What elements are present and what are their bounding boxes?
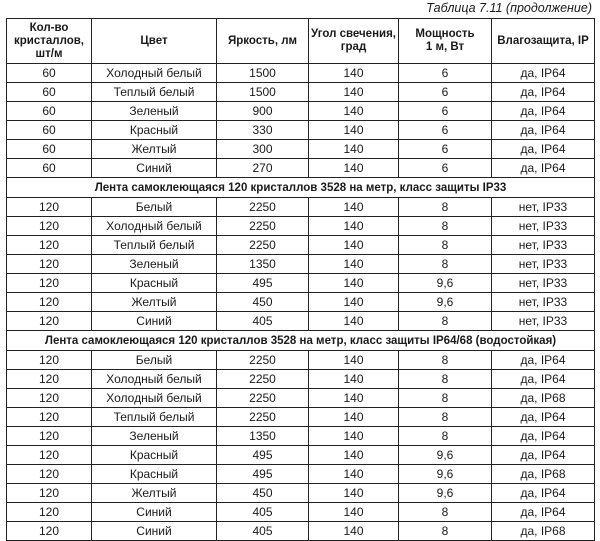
header-count-line3: шт/м [35, 47, 63, 60]
cell-count: 120 [7, 389, 92, 408]
cell-count: 120 [7, 522, 92, 541]
cell-count: 120 [7, 236, 92, 255]
cell-protection: да, IP64 [492, 121, 595, 140]
table-row [7, 198, 595, 217]
cell-brightness: 495 [217, 465, 309, 484]
cell-power: 8 [399, 389, 492, 408]
cell-power: 9,6 [399, 446, 492, 465]
cell-color: Белый [92, 198, 217, 217]
cell-protection: да, IP64 [492, 503, 595, 522]
cell-power: 8 [399, 351, 492, 370]
cell-power: 8 [399, 427, 492, 446]
cell-power: 6 [399, 121, 492, 140]
cell-count: 60 [7, 140, 92, 159]
section-title: Лента самоклеющаяся 120 кристаллов 3528 на метр, класс защиты IP64/68 (водостойкая) [7, 331, 595, 351]
cell-brightness: 450 [217, 293, 309, 312]
table-row [7, 64, 595, 83]
cell-power: 6 [399, 64, 492, 83]
cell-protection: нет, IP33 [492, 312, 595, 331]
header-angle [309, 19, 399, 64]
cell-angle: 140 [309, 522, 399, 541]
table-row [7, 293, 595, 312]
cell-brightness: 1500 [217, 64, 309, 83]
cell-angle: 140 [309, 408, 399, 427]
cell-angle: 140 [309, 293, 399, 312]
table-row [7, 465, 595, 484]
cell-color: Синий [92, 522, 217, 541]
table-row [7, 217, 595, 236]
cell-brightness: 1350 [217, 255, 309, 274]
table-row [7, 159, 595, 178]
table-row [7, 522, 595, 541]
header-crystal-count [7, 19, 92, 64]
header-protection: Влагозащита, IP [492, 19, 595, 64]
table-row [7, 102, 595, 121]
table-row [7, 121, 595, 140]
table-row [7, 140, 595, 159]
cell-angle: 140 [309, 83, 399, 102]
cell-count: 120 [7, 446, 92, 465]
cell-color: Синий [92, 503, 217, 522]
cell-power: 8 [399, 312, 492, 331]
cell-color: Зеленый [92, 427, 217, 446]
cell-power: 8 [399, 370, 492, 389]
cell-protection: да, IP64 [492, 159, 595, 178]
cell-brightness: 900 [217, 102, 309, 121]
cell-brightness: 405 [217, 522, 309, 541]
cell-protection: да, IP68 [492, 522, 595, 541]
cell-angle: 140 [309, 121, 399, 140]
cell-count: 120 [7, 427, 92, 446]
header-brightness: Яркость, лм [217, 19, 309, 64]
cell-angle: 140 [309, 217, 399, 236]
cell-brightness: 2250 [217, 217, 309, 236]
cell-protection: нет, IP33 [492, 217, 595, 236]
cell-angle: 140 [309, 236, 399, 255]
cell-color: Холодный белый [92, 64, 217, 83]
cell-brightness: 2250 [217, 370, 309, 389]
cell-protection: да, IP68 [492, 389, 595, 408]
cell-protection: да, IP64 [492, 370, 595, 389]
cell-angle: 140 [309, 446, 399, 465]
cell-brightness: 405 [217, 312, 309, 331]
cell-color: Холодный белый [92, 389, 217, 408]
cell-color: Теплый белый [92, 236, 217, 255]
cell-angle: 140 [309, 465, 399, 484]
table-row [7, 312, 595, 331]
cell-brightness: 2250 [217, 351, 309, 370]
cell-protection: нет, IP33 [492, 293, 595, 312]
cell-angle: 140 [309, 312, 399, 331]
cell-brightness: 495 [217, 274, 309, 293]
cell-power: 8 [399, 255, 492, 274]
cell-count: 120 [7, 351, 92, 370]
cell-angle: 140 [309, 351, 399, 370]
table-row [7, 351, 595, 370]
cell-angle: 140 [309, 484, 399, 503]
cell-count: 60 [7, 159, 92, 178]
cell-count: 60 [7, 83, 92, 102]
cell-count: 120 [7, 484, 92, 503]
cell-protection: да, IP68 [492, 465, 595, 484]
cell-count: 120 [7, 408, 92, 427]
cell-count: 120 [7, 198, 92, 217]
cell-count: 60 [7, 102, 92, 121]
cell-count: 120 [7, 274, 92, 293]
table-row [7, 274, 595, 293]
section-title: Лента самоклеющаяся 120 кристаллов 3528 на метр, класс защиты IP33 [7, 178, 595, 198]
cell-power: 8 [399, 217, 492, 236]
section-row [7, 178, 595, 198]
table-row [7, 503, 595, 522]
header-angle-line2: град [340, 41, 367, 53]
cell-protection: нет, IP33 [492, 198, 595, 217]
cell-protection: да, IP64 [492, 408, 595, 427]
led-strip-table [6, 18, 595, 541]
cell-angle: 140 [309, 389, 399, 408]
header-count-line2: кристаллов, [13, 34, 85, 47]
cell-brightness: 300 [217, 140, 309, 159]
table-row [7, 236, 595, 255]
cell-color: Синий [92, 312, 217, 331]
table-row [7, 408, 595, 427]
header-power-line2: 1 м, Вт [425, 41, 465, 53]
cell-power: 8 [399, 522, 492, 541]
cell-color: Синий [92, 159, 217, 178]
cell-protection: да, IP64 [492, 102, 595, 121]
cell-angle: 140 [309, 198, 399, 217]
cell-power: 9,6 [399, 484, 492, 503]
cell-power: 6 [399, 140, 492, 159]
cell-brightness: 330 [217, 121, 309, 140]
cell-count: 120 [7, 312, 92, 331]
cell-brightness: 2250 [217, 408, 309, 427]
cell-power: 6 [399, 83, 492, 102]
table-row [7, 427, 595, 446]
cell-brightness: 2250 [217, 389, 309, 408]
cell-brightness: 2250 [217, 236, 309, 255]
cell-count: 60 [7, 121, 92, 140]
cell-color: Красный [92, 446, 217, 465]
header-count-line1: Кол-во [29, 21, 69, 34]
section-row [7, 331, 595, 351]
table-row [7, 484, 595, 503]
cell-color: Холодный белый [92, 370, 217, 389]
cell-angle: 140 [309, 140, 399, 159]
cell-count: 120 [7, 217, 92, 236]
cell-brightness: 270 [217, 159, 309, 178]
table-body [7, 64, 595, 541]
cell-count: 120 [7, 293, 92, 312]
cell-color: Зеленый [92, 102, 217, 121]
table-row [7, 446, 595, 465]
cell-brightness: 2250 [217, 198, 309, 217]
cell-angle: 140 [309, 159, 399, 178]
cell-power: 8 [399, 408, 492, 427]
table-caption: Таблица 7.11 (продолжение) [426, 1, 592, 15]
cell-protection: да, IP64 [492, 427, 595, 446]
cell-count: 120 [7, 370, 92, 389]
cell-color: Желтый [92, 140, 217, 159]
cell-angle: 140 [309, 503, 399, 522]
cell-power: 8 [399, 236, 492, 255]
cell-color: Холодный белый [92, 217, 217, 236]
table-row [7, 370, 595, 389]
cell-protection: да, IP64 [492, 484, 595, 503]
header-power-line1: Мощность [415, 28, 475, 40]
cell-brightness: 450 [217, 484, 309, 503]
cell-angle: 140 [309, 427, 399, 446]
header-color: Цвет [92, 19, 217, 64]
cell-count: 60 [7, 64, 92, 83]
cell-protection: нет, IP33 [492, 255, 595, 274]
cell-angle: 140 [309, 255, 399, 274]
cell-power: 8 [399, 198, 492, 217]
cell-power: 8 [399, 503, 492, 522]
cell-color: Теплый белый [92, 83, 217, 102]
cell-color: Желтый [92, 293, 217, 312]
cell-color: Красный [92, 121, 217, 140]
header-power [399, 19, 492, 64]
cell-protection: да, IP64 [492, 83, 595, 102]
cell-brightness: 1500 [217, 83, 309, 102]
table-row [7, 389, 595, 408]
table-row [7, 255, 595, 274]
cell-count: 120 [7, 255, 92, 274]
header-row [7, 19, 595, 64]
cell-brightness: 1350 [217, 427, 309, 446]
cell-count: 120 [7, 503, 92, 522]
cell-protection: да, IP64 [492, 351, 595, 370]
cell-color: Красный [92, 465, 217, 484]
cell-power: 9,6 [399, 465, 492, 484]
cell-color: Желтый [92, 484, 217, 503]
cell-color: Красный [92, 274, 217, 293]
cell-count: 120 [7, 465, 92, 484]
cell-brightness: 495 [217, 446, 309, 465]
header-angle-line1: Угол свечения, [310, 28, 396, 40]
cell-protection: нет, IP33 [492, 236, 595, 255]
cell-color: Зеленый [92, 255, 217, 274]
cell-color: Теплый белый [92, 408, 217, 427]
cell-protection: да, IP64 [492, 446, 595, 465]
cell-protection: нет, IP33 [492, 274, 595, 293]
cell-power: 9,6 [399, 293, 492, 312]
cell-color: Белый [92, 351, 217, 370]
cell-power: 9,6 [399, 274, 492, 293]
cell-protection: да, IP64 [492, 140, 595, 159]
cell-angle: 140 [309, 370, 399, 389]
cell-angle: 140 [309, 64, 399, 83]
cell-power: 6 [399, 159, 492, 178]
cell-angle: 140 [309, 274, 399, 293]
cell-brightness: 405 [217, 503, 309, 522]
cell-power: 6 [399, 102, 492, 121]
table-row [7, 83, 595, 102]
cell-protection: да, IP64 [492, 64, 595, 83]
cell-angle: 140 [309, 102, 399, 121]
